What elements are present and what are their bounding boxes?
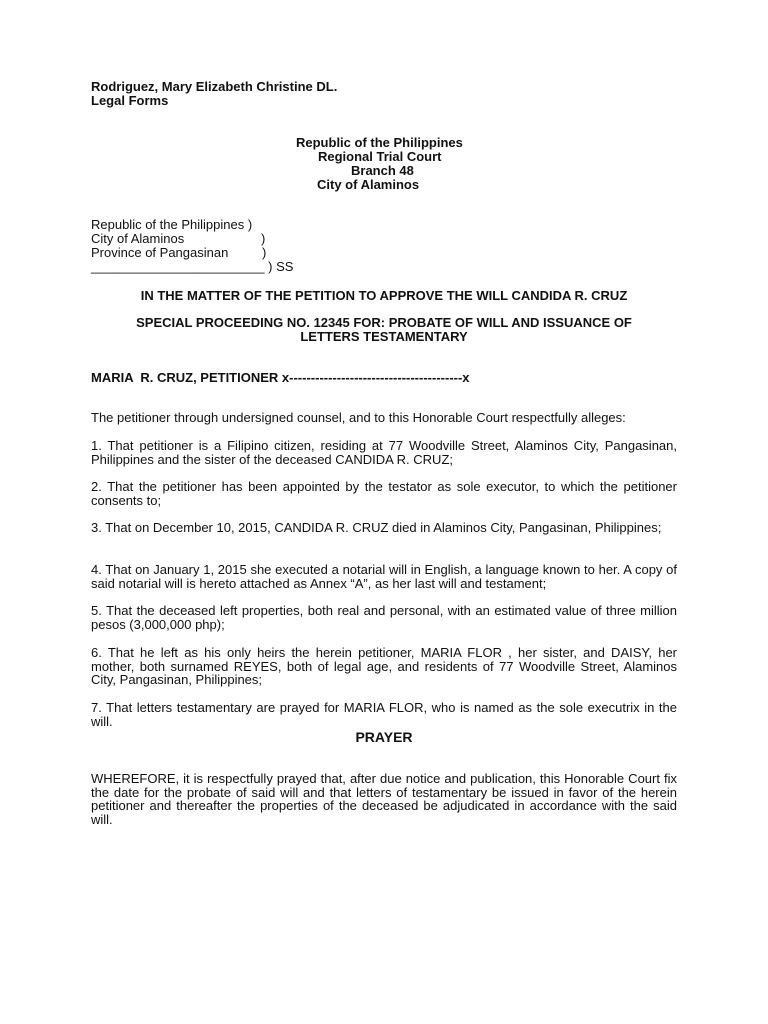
allegation-6: 6. That he left as his only heirs the herein petitioner, MARIA FLOR , her sister, and DAISY, her mother, both surnamed REYES, both of legal age, and residents of 77 Woodville Street, Alaminos City, Pangasinan, Philippines; (91, 645, 677, 687)
petitioner-line: MARIA R. CRUZ, PETITIONER x----------------------------------------x (91, 370, 470, 385)
allegation-4: 4. That on January 1, 2015 she executed a notarial will in English, a language known to her. A copy of said notarial will is hereto attached as Annex “A”, as her last will and testament; (91, 562, 677, 591)
proceeding-line-2: LETTERS TESTAMENTARY (300, 329, 468, 344)
court-header-rtc: Regional Trial Court (318, 149, 442, 164)
author-name: Rodriguez, Mary Elizabeth Christine DL. (91, 79, 338, 94)
proceeding-line-1: SPECIAL PROCEEDING NO. 12345 FOR: PROBATE OF WILL AND ISSUANCE OF (136, 315, 632, 330)
court-header-republic: Republic of the Philippines (296, 135, 463, 150)
allegation-3: 3. That on December 10, 2015, CANDIDA R. CRUZ died in Alaminos City, Pangasinan, Philippines; (91, 520, 662, 535)
venue-city-paren: ) (261, 231, 266, 246)
court-header-branch: Branch 48 (351, 163, 414, 178)
intro-paragraph: The petitioner through undersigned counsel, and to this Honorable Court respectfully alleges: (91, 410, 626, 425)
venue-province-paren: ) (262, 245, 267, 260)
allegation-7: 7. That letters testamentary are prayed for MARIA FLOR, who is named as the sole executrix in the will. (91, 700, 677, 729)
allegation-5: 5. That the deceased left properties, both real and personal, with an estimated value of three million pesos (3,000,000 php); (91, 603, 677, 632)
venue-city: City of Alaminos (91, 231, 185, 246)
allegation-2: 2. That the petitioner has been appointed by the testator as sole executor, to which the petitioner consents to; (91, 479, 677, 508)
venue-province: Province of Pangasinan (91, 245, 229, 260)
court-header-city: City of Alaminos (317, 177, 420, 192)
venue-ss-line: ________________________ ) SS (91, 259, 294, 274)
venue-republic: Republic of the Philippines ) (91, 217, 253, 232)
author-subtitle: Legal Forms (91, 93, 169, 108)
prayer-paragraph: WHEREFORE, it is respectfully prayed that, after due notice and publication, this Honorable Court fix the date for the probate of said will and that letters of testamentary be issued in favor of the herein petitioner and thereafter the properties of the deceased be adjudicated in accordance with the said will. (91, 771, 677, 827)
petition-title: IN THE MATTER OF THE PETITION TO APPROVE THE WILL CANDIDA R. CRUZ (140, 288, 628, 303)
prayer-heading: PRAYER (355, 729, 413, 745)
allegation-1: 1. That petitioner is a Filipino citizen, residing at 77 Woodville Street, Alaminos City, Pangasinan, Philippines and the sister of the deceased CANDIDA R. CRUZ; (91, 438, 677, 467)
